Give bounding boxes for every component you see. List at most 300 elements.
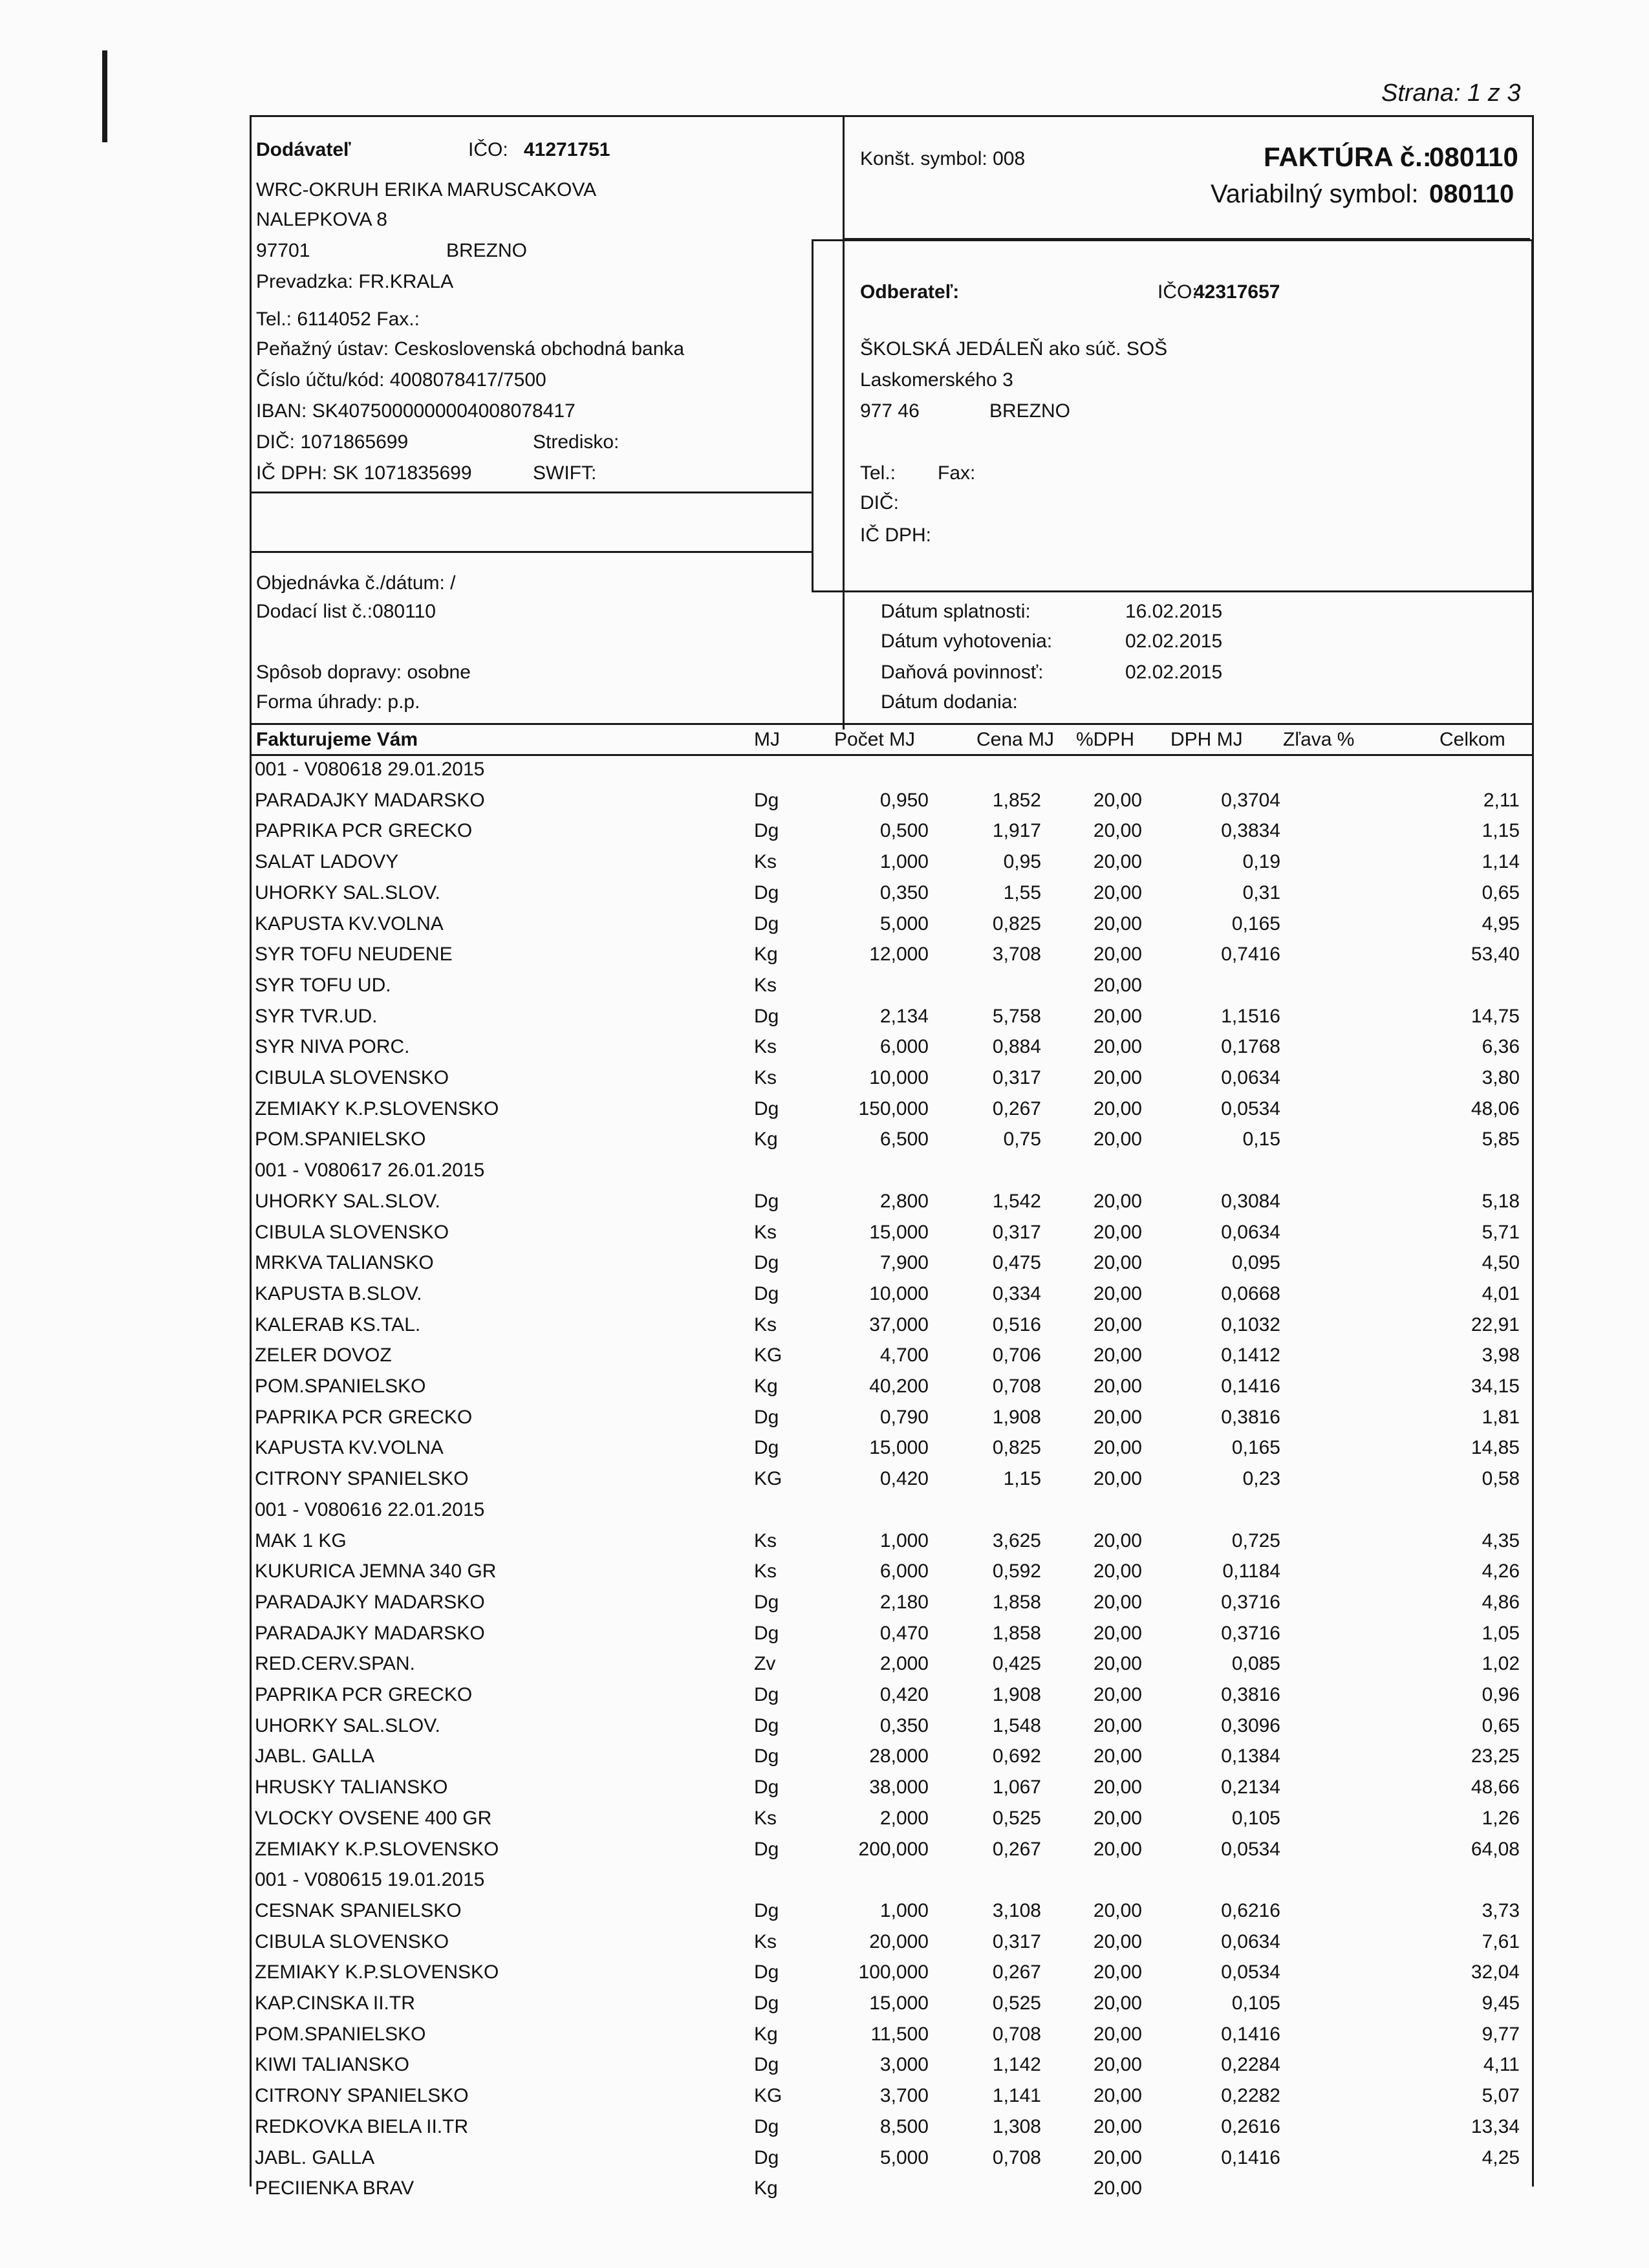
col-discount-header: Zľava % (1283, 729, 1355, 750)
row-price: 0,825 (992, 1437, 1041, 1458)
row-item-name: SYR TOFU NEUDENE (255, 944, 453, 965)
row-total: 4,01 (1482, 1283, 1520, 1304)
row-item-name: ZEMIAKY K.P.SLOVENSKO (255, 1961, 499, 1983)
row-vat: 20,00 (1093, 2177, 1142, 2199)
row-price: 0,267 (992, 1839, 1041, 1860)
row-vat-mj: 0,0534 (1221, 1098, 1280, 1119)
col-item-header: Fakturujeme Vám (256, 729, 418, 750)
row-item-name: SYR NIVA PORC. (255, 1036, 410, 1057)
row-vat: 20,00 (1093, 1345, 1142, 1366)
row-qty: 20,000 (869, 1931, 929, 1952)
row-item-name: KALERAB KS.TAL. (255, 1314, 421, 1335)
due-date: 16.02.2015 (1125, 601, 1223, 622)
row-price: 1,858 (992, 1623, 1041, 1644)
row-vat-mj: 0,1416 (1221, 1376, 1280, 1397)
constant-symbol: Konšt. symbol: 008 (860, 148, 1026, 169)
row-price: 0,708 (992, 2147, 1041, 2168)
row-vat-mj: 0,165 (1231, 913, 1280, 934)
row-vat-mj: 0,2616 (1221, 2116, 1280, 2137)
row-qty: 0,350 (879, 1715, 929, 1736)
row-vat: 20,00 (1093, 1437, 1142, 1458)
row-mj: Dg (754, 1437, 779, 1458)
row-vat-mj: 0,1384 (1221, 1745, 1280, 1767)
row-item-name: CITRONY SPANIELSKO (255, 2085, 469, 2106)
row-item-name: KUKURICA JEMNA 340 GR (255, 1561, 497, 1582)
row-item-name: JABL. GALLA (255, 2147, 375, 2168)
row-item-name: UHORKY SAL.SLOV. (255, 1715, 440, 1736)
row-price: 0,708 (992, 1376, 1041, 1397)
row-total: 64,08 (1471, 1839, 1520, 1860)
variable-symbol-label: Variabilný symbol: (1211, 180, 1419, 208)
row-total: 9,45 (1482, 1993, 1520, 2014)
row-vat-mj: 0,23 (1242, 1468, 1280, 1489)
row-mj: Ks (754, 1067, 777, 1088)
invoice-number: 080110 (1429, 142, 1518, 172)
row-qty: 37,000 (869, 1314, 929, 1335)
scan-mark (102, 50, 107, 142)
row-qty: 0,420 (879, 1468, 929, 1489)
row-vat: 20,00 (1093, 1006, 1142, 1027)
row-qty: 10,000 (869, 1067, 929, 1088)
row-mj: Dg (754, 790, 779, 811)
row-mj: Dg (754, 1623, 779, 1644)
row-qty: 0,950 (879, 790, 929, 811)
row-total: 14,75 (1471, 1006, 1520, 1027)
row-qty: 40,200 (869, 1376, 929, 1397)
row-mj: Dg (754, 1777, 779, 1798)
row-price: 1,908 (992, 1684, 1041, 1705)
row-total: 4,25 (1482, 2147, 1520, 2168)
row-mj: Ks (754, 1808, 777, 1829)
row-qty: 6,500 (879, 1129, 929, 1150)
row-total: 22,91 (1471, 1314, 1520, 1335)
row-total: 3,73 (1482, 1900, 1520, 1921)
row-vat-mj: 0,1416 (1221, 2147, 1280, 2168)
row-qty: 12,000 (869, 944, 929, 965)
row-mj: Dg (754, 2054, 779, 2075)
row-qty: 1,000 (879, 851, 929, 872)
row-mj: Ks (754, 1222, 777, 1243)
row-vat: 20,00 (1093, 1745, 1142, 1767)
tax-date: 02.02.2015 (1125, 662, 1223, 683)
row-price: 1,142 (992, 2054, 1041, 2075)
row-qty: 2,180 (879, 1592, 929, 1613)
row-qty: 8,500 (879, 2116, 929, 2137)
customer-fax: Fax: (938, 462, 976, 484)
row-price: 1,141 (992, 2085, 1041, 2106)
row-price: 0,317 (992, 1222, 1041, 1243)
row-total: 0,65 (1482, 882, 1520, 903)
invoice-label: FAKTÚRA č.: (1264, 142, 1432, 172)
tax-date-label: Daňová povinnosť: (881, 662, 1044, 683)
row-vat: 20,00 (1093, 790, 1142, 811)
col-total-header: Celkom (1439, 729, 1505, 750)
row-total: 1,05 (1482, 1623, 1520, 1644)
section-label: 001 - V080616 22.01.2015 (255, 1499, 485, 1520)
row-vat-mj: 0,3096 (1221, 1715, 1280, 1736)
row-price: 0,592 (992, 1561, 1041, 1582)
row-vat: 20,00 (1093, 1191, 1142, 1212)
row-qty: 2,000 (879, 1808, 929, 1829)
transport-method: Spôsob dopravy: osobne (256, 662, 471, 683)
supplier-divider (250, 491, 812, 493)
row-qty: 1,000 (879, 1900, 929, 1921)
row-vat: 20,00 (1093, 882, 1142, 903)
row-vat-mj: 0,1184 (1222, 1561, 1280, 1582)
row-price: 0,706 (992, 1345, 1041, 1366)
row-total: 13,34 (1471, 2116, 1520, 2137)
row-vat: 20,00 (1093, 1684, 1142, 1705)
table-header-line (250, 754, 1532, 756)
row-price: 0,692 (992, 1745, 1041, 1767)
row-vat: 20,00 (1093, 2085, 1142, 2106)
row-vat-mj: 0,2282 (1221, 2085, 1280, 2106)
row-qty: 28,000 (869, 1745, 929, 1767)
payment-method: Forma úhrady: p.p. (256, 691, 420, 713)
row-item-name: PAPRIKA PCR GRECKO (255, 1684, 473, 1705)
row-mj: Dg (754, 1407, 779, 1428)
row-mj: Dg (754, 1839, 779, 1860)
row-vat-mj: 0,31 (1242, 882, 1280, 903)
row-mj: Dg (754, 1191, 779, 1212)
supplier-stredisko: Stredisko: (533, 431, 620, 453)
row-mj: Dg (754, 1006, 779, 1027)
row-qty: 2,800 (879, 1191, 929, 1212)
row-price: 1,067 (992, 1777, 1041, 1798)
row-qty: 10,000 (869, 1283, 929, 1304)
row-price: 1,908 (992, 1407, 1041, 1428)
row-price: 3,625 (992, 1530, 1041, 1551)
row-mj: Dg (754, 882, 779, 903)
supplier-ico-label: IČO: (468, 139, 508, 160)
row-mj: Ks (754, 1530, 777, 1551)
row-vat-mj: 0,1032 (1221, 1314, 1280, 1335)
customer-label: Odberateľ: (860, 281, 960, 303)
row-vat: 20,00 (1093, 2024, 1142, 2045)
issue-date: 02.02.2015 (1125, 631, 1223, 652)
row-vat: 20,00 (1093, 1592, 1142, 1613)
row-total: 4,95 (1482, 913, 1520, 934)
row-item-name: PAPRIKA PCR GRECKO (255, 1407, 473, 1428)
row-total: 1,02 (1482, 1653, 1520, 1674)
row-mj: KG (754, 1468, 782, 1489)
row-qty: 0,350 (879, 882, 929, 903)
row-vat-mj: 0,0534 (1221, 1839, 1280, 1860)
row-vat: 20,00 (1093, 1653, 1142, 1674)
row-vat: 20,00 (1093, 851, 1142, 872)
row-vat: 20,00 (1093, 1715, 1142, 1736)
customer-city: BREZNO (989, 400, 1071, 422)
row-item-name: PARADAJKY MADARSKO (255, 790, 485, 811)
row-vat: 20,00 (1093, 1129, 1142, 1150)
row-vat-mj: 0,1768 (1221, 1036, 1280, 1057)
row-mj: Kg (754, 944, 778, 965)
row-qty: 5,000 (879, 2147, 929, 2168)
row-item-name: ZELER DOVOZ (255, 1345, 392, 1366)
row-price: 1,917 (992, 820, 1041, 841)
row-item-name: SALAT LADOVY (255, 851, 399, 872)
row-qty: 0,790 (879, 1407, 929, 1428)
row-qty: 1,000 (879, 1530, 929, 1551)
row-total: 4,35 (1482, 1530, 1520, 1551)
row-price: 0,75 (1003, 1129, 1041, 1150)
row-vat-mj: 0,3716 (1221, 1592, 1280, 1613)
row-price: 1,858 (992, 1592, 1041, 1613)
row-vat: 20,00 (1093, 1561, 1142, 1582)
row-qty: 7,900 (879, 1252, 929, 1273)
customer-zip: 977 46 (860, 400, 920, 422)
row-item-name: ZEMIAKY K.P.SLOVENSKO (255, 1098, 499, 1119)
row-total: 1,81 (1482, 1407, 1520, 1428)
row-vat: 20,00 (1093, 1777, 1142, 1798)
row-item-name: UHORKY SAL.SLOV. (255, 882, 440, 903)
row-vat-mj: 0,095 (1231, 1252, 1280, 1273)
row-vat: 20,00 (1093, 1036, 1142, 1057)
row-item-name: CIBULA SLOVENSKO (255, 1067, 449, 1088)
row-item-name: UHORKY SAL.SLOV. (255, 1191, 440, 1212)
row-vat: 20,00 (1093, 1900, 1142, 1921)
supplier-name: WRC-OKRUH ERIKA MARUSCAKOVA (256, 179, 597, 200)
row-vat: 20,00 (1093, 820, 1142, 841)
row-item-name: KAPUSTA B.SLOV. (255, 1283, 422, 1304)
row-total: 23,25 (1471, 1745, 1520, 1767)
row-qty: 2,000 (879, 1653, 929, 1674)
row-vat-mj: 0,3704 (1221, 790, 1280, 811)
supplier-street: NALEPKOVA 8 (256, 209, 387, 230)
row-vat: 20,00 (1093, 1839, 1142, 1860)
row-item-name: KAPUSTA KV.VOLNA (255, 1437, 444, 1458)
row-price: 0,525 (992, 1808, 1041, 1829)
customer-street: Laskomerského 3 (860, 369, 1013, 391)
row-item-name: KIWI TALIANSKO (255, 2054, 409, 2075)
row-total: 0,65 (1482, 1715, 1520, 1736)
row-vat-mj: 0,1412 (1221, 1345, 1280, 1366)
row-total: 6,36 (1482, 1036, 1520, 1057)
row-item-name: CITRONY SPANIELSKO (255, 1468, 469, 1489)
row-mj: Dg (754, 1993, 779, 2014)
row-qty: 150,000 (858, 1098, 929, 1119)
row-item-name: CIBULA SLOVENSKO (255, 1222, 449, 1243)
row-vat-mj: 0,7416 (1221, 944, 1280, 965)
col-mj-header: MJ (754, 729, 780, 750)
row-price: 0,708 (992, 2024, 1041, 2045)
row-vat-mj: 0,3716 (1221, 1623, 1280, 1644)
row-mj: Ks (754, 1561, 777, 1582)
page-indicator: Strana: 1 z 3 (1381, 80, 1521, 107)
row-vat-mj: 0,1416 (1221, 2024, 1280, 2045)
row-vat-mj: 0,0634 (1221, 1931, 1280, 1952)
row-total: 2,11 (1483, 790, 1520, 811)
col-qty-header: Počet MJ (834, 729, 916, 750)
supplier-label: Dodávateľ (256, 139, 351, 160)
row-vat: 20,00 (1093, 2147, 1142, 2168)
row-vat-mj: 0,3816 (1221, 1684, 1280, 1705)
supplier-branch: Prevadzka: FR.KRALA (256, 271, 454, 292)
row-vat-mj: 0,105 (1231, 1993, 1280, 2014)
row-vat-mj: 0,3834 (1221, 820, 1280, 841)
row-item-name: POM.SPANIELSKO (255, 1376, 426, 1397)
row-qty: 5,000 (879, 913, 929, 934)
row-qty: 2,134 (879, 1006, 929, 1027)
col-price-header: Cena MJ (976, 729, 1055, 750)
supplier-zip: 97701 (256, 240, 310, 261)
row-mj: Kg (754, 1376, 778, 1397)
col-vat-header: %DPH (1076, 729, 1135, 750)
row-vat: 20,00 (1093, 1993, 1142, 2014)
row-vat: 20,00 (1093, 1098, 1142, 1119)
row-price: 1,308 (992, 2116, 1041, 2137)
row-total: 5,71 (1482, 1222, 1520, 1243)
row-total: 5,18 (1482, 1191, 1520, 1212)
row-mj: KG (754, 2085, 782, 2106)
row-price: 0,475 (992, 1252, 1041, 1273)
row-price: 1,15 (1003, 1468, 1041, 1489)
row-price: 0,317 (992, 1067, 1041, 1088)
row-vat-mj: 0,2284 (1221, 2054, 1280, 2075)
row-total: 1,15 (1482, 820, 1520, 841)
row-vat: 20,00 (1093, 944, 1142, 965)
row-qty: 4,700 (879, 1345, 929, 1366)
row-mj: Dg (754, 1252, 779, 1273)
table-top-line (250, 723, 1532, 725)
row-vat: 20,00 (1093, 1314, 1142, 1335)
row-qty: 200,000 (858, 1839, 929, 1860)
supplier-account: Číslo účtu/kód: 4008078417/7500 (256, 369, 546, 391)
supplier-bank: Peňažný ústav: Ceskoslovenská obchodná banka (256, 338, 685, 360)
row-vat: 20,00 (1093, 913, 1142, 934)
row-price: 1,852 (992, 790, 1041, 811)
row-vat-mj: 0,0634 (1221, 1067, 1280, 1088)
row-vat-mj: 0,3084 (1221, 1191, 1280, 1212)
row-total: 34,15 (1471, 1376, 1520, 1397)
row-price: 0,334 (992, 1283, 1041, 1304)
row-total: 32,04 (1471, 1961, 1520, 1983)
row-total: 1,26 (1482, 1808, 1520, 1829)
row-vat-mj: 0,3816 (1221, 1407, 1280, 1428)
row-qty: 38,000 (869, 1777, 929, 1798)
row-qty: 100,000 (858, 1961, 929, 1983)
variable-symbol: 080110 (1429, 180, 1514, 208)
supplier-swift: SWIFT: (533, 462, 597, 484)
row-vat: 20,00 (1093, 1222, 1142, 1243)
row-mj: Ks (754, 1036, 777, 1057)
delivery-note: Dodací list č.:080110 (256, 601, 436, 622)
row-mj: Dg (754, 1684, 779, 1705)
row-total: 4,86 (1482, 1592, 1520, 1613)
customer-icdph: IČ DPH: (860, 524, 932, 546)
row-vat: 20,00 (1093, 1283, 1142, 1304)
delivery-date-label: Dátum dodania: (881, 691, 1018, 713)
row-vat: 20,00 (1093, 1067, 1142, 1088)
row-vat: 20,00 (1093, 1468, 1142, 1489)
row-mj: Dg (754, 820, 779, 841)
row-item-name: PAPRIKA PCR GRECKO (255, 820, 473, 841)
due-date-label: Dátum splatnosti: (881, 601, 1031, 622)
row-total: 1,14 (1482, 851, 1520, 872)
row-item-name: HRUSKY TALIANSKO (255, 1777, 448, 1798)
row-price: 0,267 (992, 1961, 1041, 1983)
row-total: 4,26 (1482, 1561, 1520, 1582)
row-vat-mj: 0,15 (1242, 1129, 1280, 1150)
row-vat-mj: 0,725 (1231, 1530, 1280, 1551)
row-vat: 20,00 (1093, 1961, 1142, 1983)
row-item-name: SYR TOFU UD. (255, 975, 391, 996)
row-total: 53,40 (1471, 944, 1520, 965)
row-price: 5,758 (992, 1006, 1041, 1027)
row-price: 1,542 (992, 1191, 1041, 1212)
row-qty: 6,000 (879, 1036, 929, 1057)
row-total: 48,66 (1471, 1777, 1520, 1798)
row-vat: 20,00 (1093, 1623, 1142, 1644)
row-mj: Dg (754, 1592, 779, 1613)
row-item-name: REDKOVKA BIELA II.TR (255, 2116, 469, 2137)
row-vat: 20,00 (1093, 975, 1142, 996)
row-price: 0,884 (992, 1036, 1041, 1057)
row-total: 5,85 (1482, 1129, 1520, 1150)
row-vat: 20,00 (1093, 2116, 1142, 2137)
row-total: 9,77 (1482, 2024, 1520, 2045)
supplier-icdph: IČ DPH: SK 1071835699 (256, 462, 472, 484)
row-total: 4,11 (1483, 2054, 1520, 2075)
row-price: 0,95 (1003, 851, 1041, 872)
row-item-name: SYR TVR.UD. (255, 1006, 378, 1027)
row-vat: 20,00 (1093, 1530, 1142, 1551)
row-mj: Dg (754, 1283, 779, 1304)
row-vat-mj: 0,19 (1242, 851, 1280, 872)
customer-dic: DIČ: (860, 492, 899, 513)
row-qty: 11,500 (870, 2024, 929, 2045)
customer-name: ŠKOLSKÁ JEDÁLEŇ ako súč. SOŠ (860, 338, 1168, 360)
customer-ico: 42317657 (1194, 281, 1280, 303)
row-mj: Dg (754, 2147, 779, 2168)
row-total: 0,96 (1482, 1684, 1520, 1705)
supplier-city: BREZNO (446, 240, 528, 261)
row-qty: 0,470 (879, 1623, 929, 1644)
row-vat: 20,00 (1093, 1252, 1142, 1273)
row-mj: Kg (754, 2177, 778, 2199)
row-qty: 0,420 (879, 1684, 929, 1705)
row-item-name: CESNAK SPANIELSKO (255, 1900, 462, 1921)
row-vat-mj: 0,0534 (1221, 1961, 1280, 1983)
row-vat: 20,00 (1093, 1407, 1142, 1428)
row-total: 4,50 (1482, 1252, 1520, 1273)
row-mj: Ks (754, 1314, 777, 1335)
supplier-tel: Tel.: 6114052 Fax.: (256, 308, 420, 330)
row-mj: Dg (754, 1745, 779, 1767)
col-vatmj-header: DPH MJ (1170, 729, 1243, 750)
row-total: 3,98 (1482, 1345, 1520, 1366)
row-qty: 6,000 (879, 1561, 929, 1582)
row-mj: Ks (754, 851, 777, 872)
row-mj: Ks (754, 975, 777, 996)
order-divider (250, 551, 812, 553)
header-top-right-line (843, 238, 1530, 240)
row-price: 0,516 (992, 1314, 1041, 1335)
row-mj: Kg (754, 2024, 778, 2045)
row-mj: Dg (754, 1098, 779, 1119)
issue-date-label: Dátum vyhotovenia: (881, 631, 1053, 652)
row-price: 1,55 (1003, 882, 1041, 903)
row-qty: 3,000 (879, 2054, 929, 2075)
section-label: 001 - V080615 19.01.2015 (255, 1869, 485, 1890)
supplier-ico: 41271751 (524, 139, 610, 160)
customer-tel: Tel.: (860, 462, 896, 484)
row-item-name: JABL. GALLA (255, 1745, 375, 1767)
row-vat-mj: 0,0634 (1221, 1222, 1280, 1243)
row-price: 0,425 (992, 1653, 1041, 1674)
row-item-name: PARADAJKY MADARSKO (255, 1623, 485, 1644)
row-vat-mj: 0,0668 (1221, 1283, 1280, 1304)
